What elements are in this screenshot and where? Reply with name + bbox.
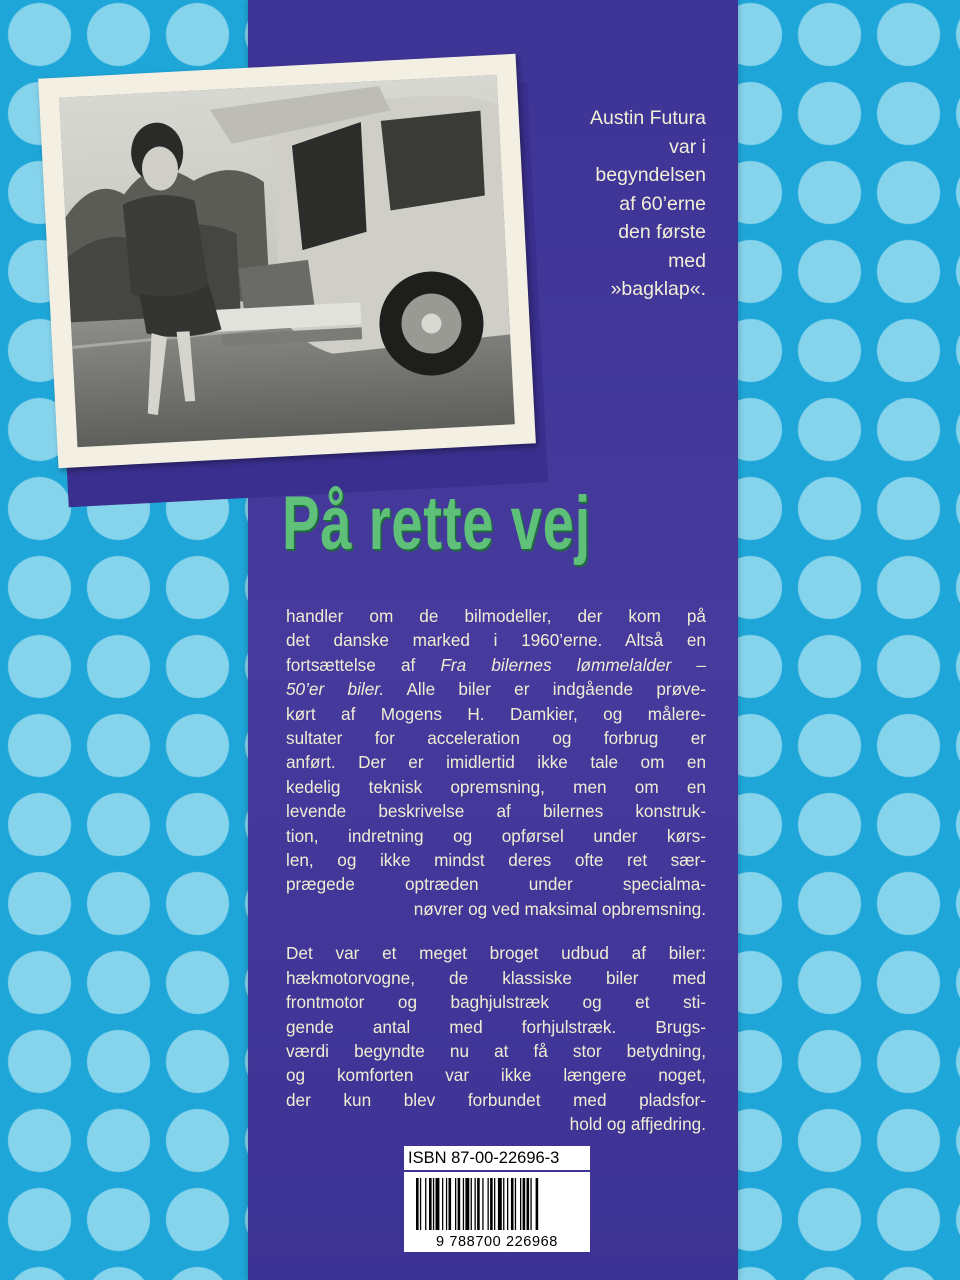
photo-card	[38, 54, 536, 468]
barcode-bar	[449, 1178, 452, 1230]
barcode	[404, 1172, 590, 1252]
description-line: handler om de bilmodeller, der kom på	[286, 606, 706, 626]
description-line: der kun blev forbundet med pladsfor-	[286, 1089, 706, 1110]
barcode-bar	[477, 1178, 480, 1230]
book-description	[286, 604, 706, 1137]
barcode-bar	[420, 1178, 421, 1230]
book-title: På rette vej	[282, 481, 592, 566]
referenced-book-title: 50’er biler.	[286, 679, 385, 700]
description-line: tion, indretning og opførsel under kørs-	[286, 825, 706, 846]
description-line	[286, 653, 706, 677]
barcode-bar	[442, 1178, 443, 1230]
description-line: hold og affjedring.	[569, 1114, 706, 1135]
caption-line: med	[668, 249, 706, 272]
barcode-bar	[536, 1178, 539, 1230]
description-line: sultater for acceleration og forbrug er	[286, 728, 706, 749]
description-line: gende antal med forhjulstræk. Brugs-	[286, 1016, 706, 1037]
barcode-bar	[498, 1178, 502, 1230]
barcode-bar	[433, 1178, 434, 1230]
caption-line: var i	[669, 135, 706, 158]
caption-line: af 60’erne	[619, 192, 706, 215]
barcode-bar	[488, 1178, 489, 1230]
barcode-bar	[436, 1178, 440, 1230]
barcode-number: 9 788700 226968	[436, 1234, 558, 1250]
barcode-bar	[458, 1178, 461, 1230]
referenced-book-title: Fra bilernes lømmelalder –	[440, 654, 706, 675]
barcode-bar	[507, 1178, 508, 1230]
barcode-bar	[527, 1178, 530, 1230]
barcode-bar	[490, 1178, 493, 1230]
barcode-bar	[471, 1178, 472, 1230]
barcode-bar	[511, 1178, 514, 1230]
description-text: fortsættelse af	[286, 654, 441, 675]
description-text: Alle biler er indgående prøve-	[384, 679, 706, 700]
barcode-bar	[503, 1178, 504, 1230]
barcode-bar	[425, 1178, 426, 1230]
description-line: Det var et meget broget udbud af biler:	[286, 943, 706, 964]
barcode-bar	[494, 1178, 495, 1230]
description-line: prægede optræden under specialma-	[286, 874, 706, 895]
barcode-bar	[446, 1178, 447, 1230]
description-line: nøvrer og ved maksimal opbremsning.	[413, 898, 706, 919]
description-line: kørt af Mogens H. Damkier, og målere-	[286, 703, 706, 724]
description-line: det danske marked i 1960’erne. Altså en	[286, 630, 706, 651]
car-photo-drawing	[59, 75, 515, 447]
isbn-label: ISBN 87-00-22696-3	[404, 1146, 590, 1170]
description-line: len, og ikke mindst deres ofte ret sær-	[286, 850, 706, 871]
car-photo	[59, 75, 515, 447]
barcode-bar	[523, 1178, 526, 1230]
barcode-bar	[416, 1178, 419, 1230]
barcode-bar	[482, 1178, 483, 1230]
description-line: værdi begyndte nu at få stor betydning,	[286, 1040, 706, 1061]
paragraph-gap	[286, 921, 706, 941]
description-line: levende beskrivelse af bilernes konstruk-	[286, 801, 706, 822]
barcode-bar	[520, 1178, 521, 1230]
barcode-bar	[530, 1178, 531, 1230]
barcode-bars	[416, 1178, 578, 1230]
barcode-bar	[475, 1178, 476, 1230]
barcode-bar	[515, 1178, 516, 1230]
caption-line: Austin Futura	[590, 107, 706, 129]
description-line	[286, 677, 706, 701]
barcode-bar	[463, 1178, 464, 1230]
photo-caption	[540, 104, 706, 304]
barcode-bar	[455, 1178, 456, 1230]
barcode-bar	[465, 1178, 469, 1230]
description-line: hækmotorvogne, de klassiske biler med	[286, 967, 706, 988]
description-line: kedelig teknisk opremsning, men om en	[286, 776, 706, 797]
caption-line: begyndelsen	[595, 164, 706, 186]
description-line: og komforten var ikke længere noget,	[286, 1065, 706, 1086]
description-line: anført. Der er imidlertid ikke tale om en	[286, 752, 706, 773]
barcode-bar	[429, 1178, 432, 1230]
description-line: frontmotor og baghjulstræk og et sti-	[286, 992, 706, 1013]
caption-line: den første	[618, 221, 706, 243]
caption-line: »bagklap«.	[610, 278, 706, 300]
